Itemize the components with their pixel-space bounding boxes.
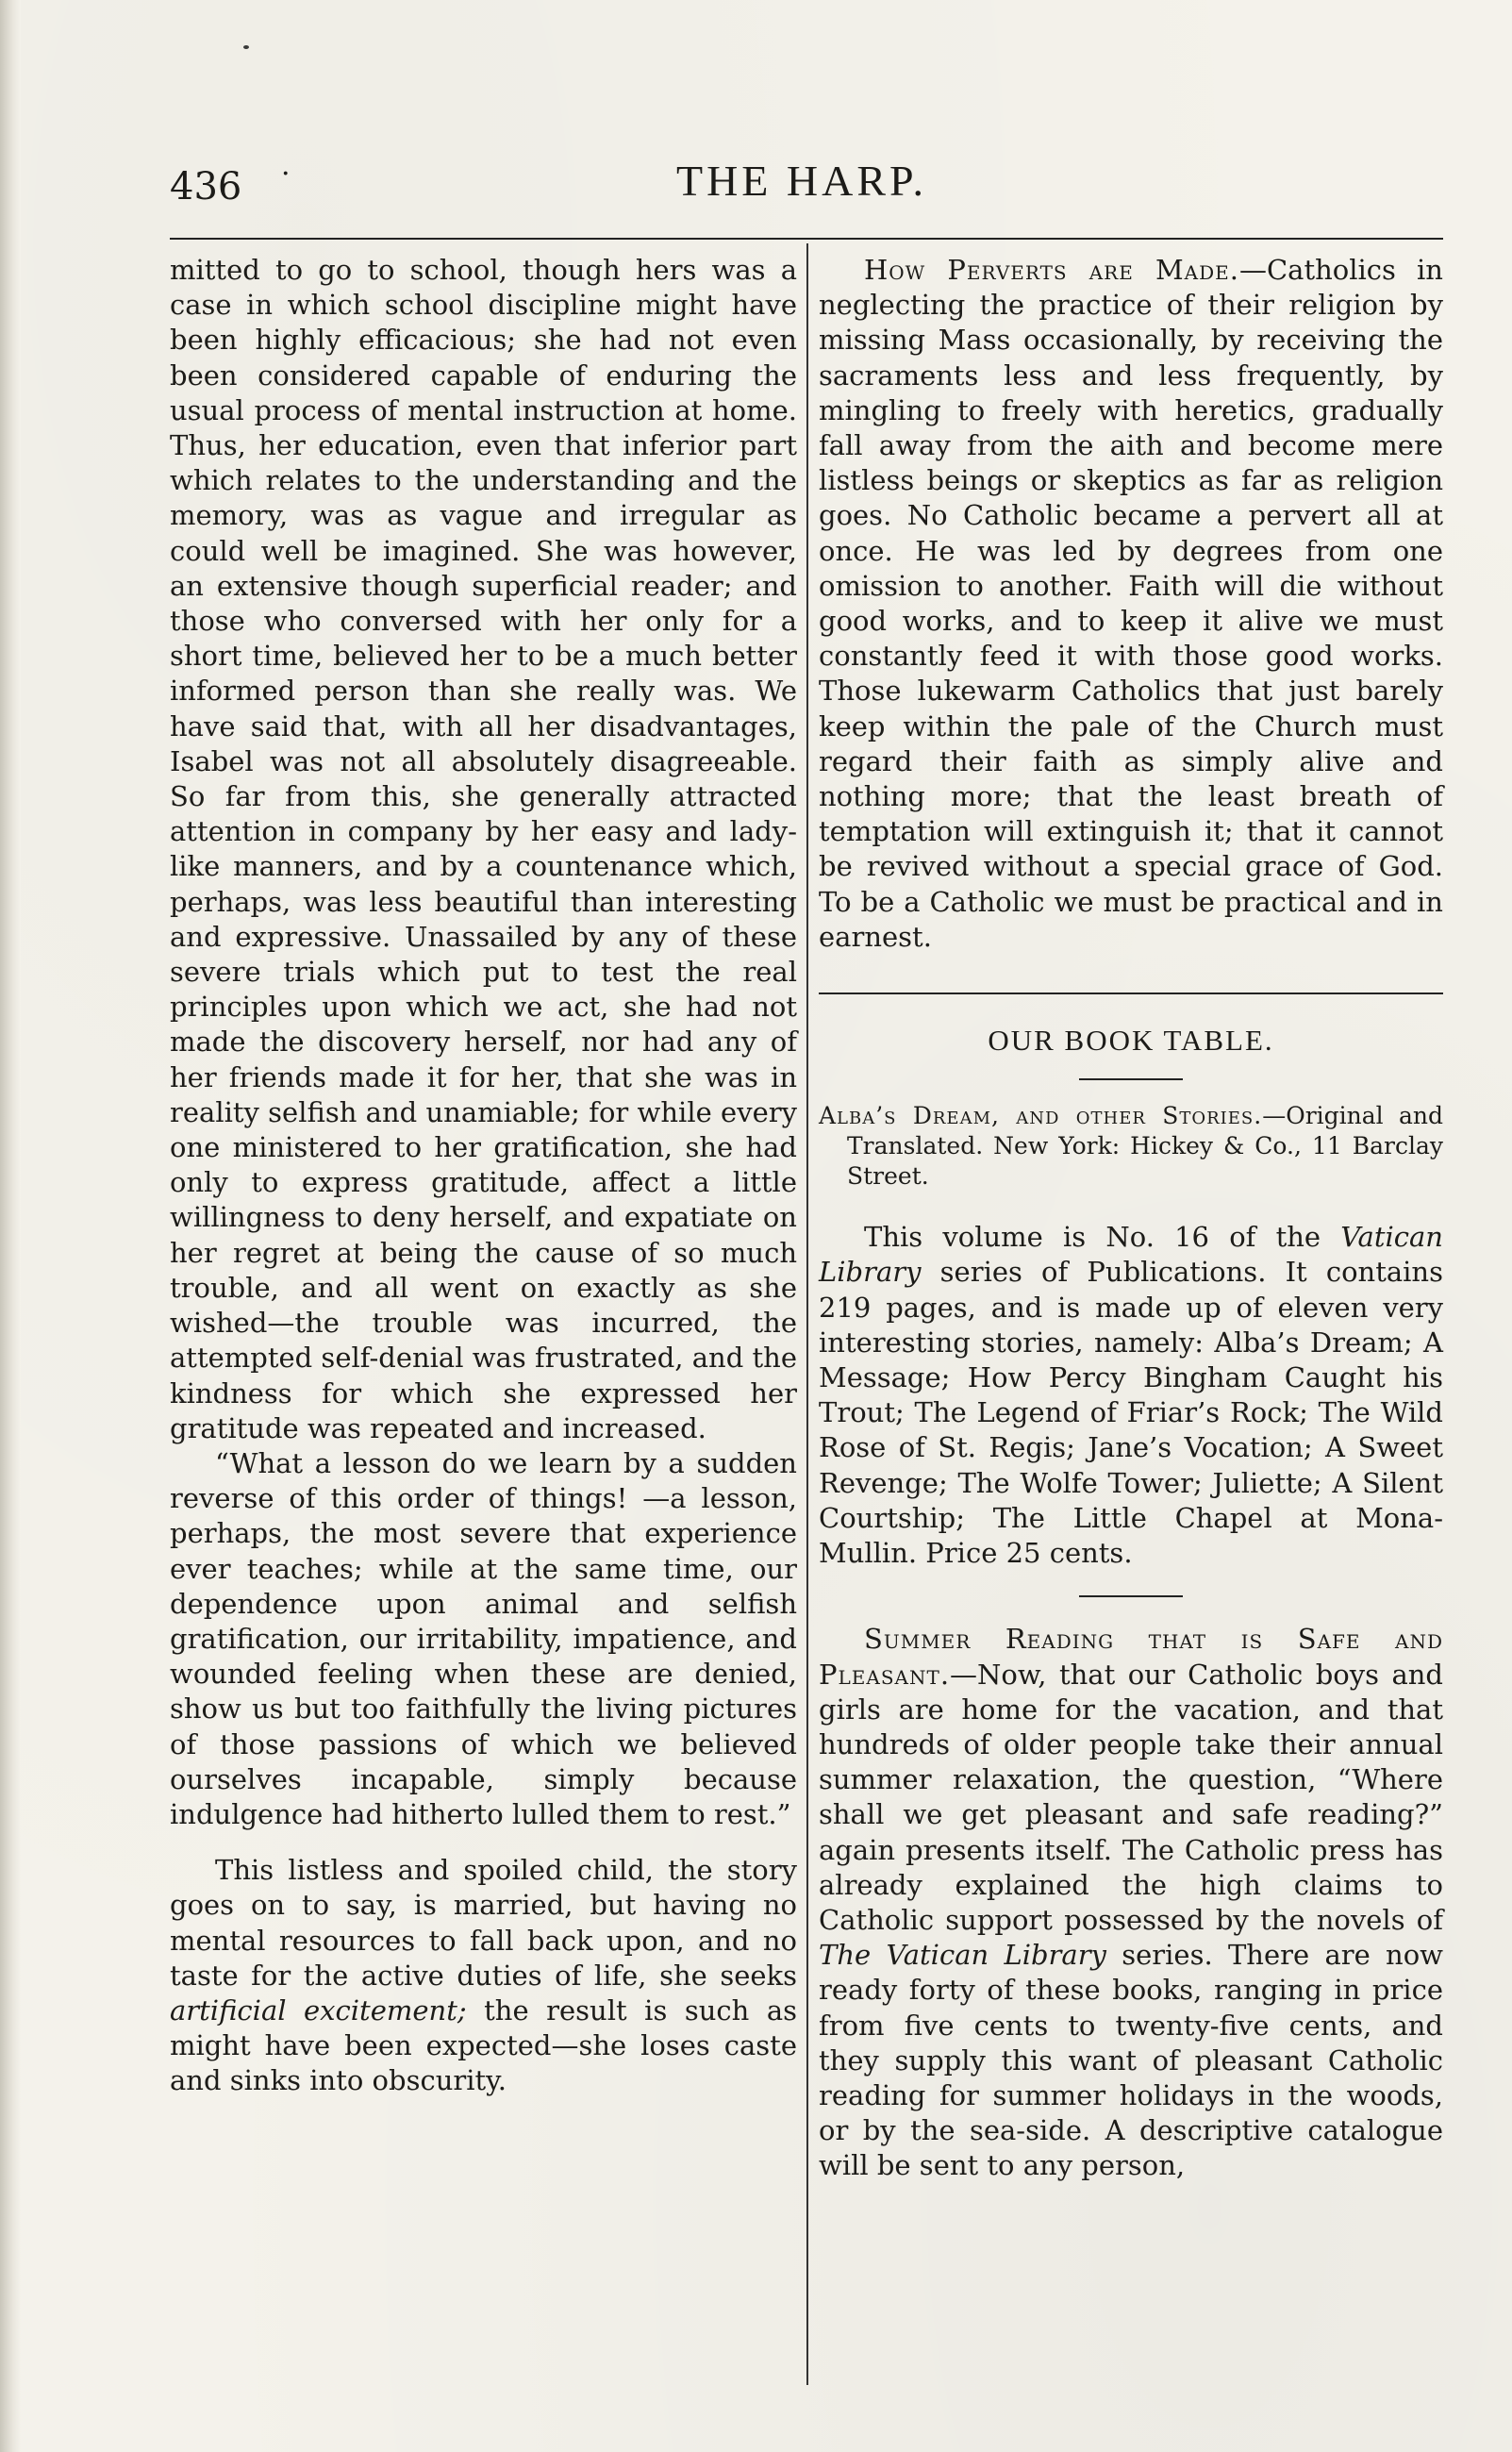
book-citation xyxy=(819,1101,1443,1192)
summer-short-rule xyxy=(1079,1595,1183,1597)
right-column xyxy=(819,253,1443,2184)
summer-reading-text-2: series. There are now ready forty of these books, ranging in price from five cents to twenty-five cents, and they supply this want of pleasant Catholic reading for summer holidays in the woods, or by the sea-side. A descriptive catalogue will be sent to any person, xyxy=(819,1939,1443,2182)
book-review-emphasis: Vatican Library xyxy=(819,1221,1443,1289)
perverts-heading: How Perverts are Made. xyxy=(864,254,1239,286)
summer-reading-paragraph xyxy=(819,1622,1443,2183)
book-citation-details: —Original and Translated. New York: Hickey & Co., 11 Barclay Street. xyxy=(847,1102,1443,1191)
header-dot: · xyxy=(281,158,291,191)
perverts-text: —Catholics in neglecting the practice of their religion by missing Mass occasionally, by receiving the sacraments less and less frequently, by mingling to freely with heretics, gradually fall away from the aith and become mere listless beings or skeptics as far as religion goes. No Catholic became a pervert all at once. He was led by degrees from one omission to another. Faith will die without good works, and to keep it alive we must constantly feed it with those good works. Those lukewarm Catholics that just barely keep within the pale of the Church must regard their faith as simply alive and nothing more; that the least breath of temptation will extinguish it; that it cannot be revived without a special grace of God. To be a Catholic we must be practical and in earnest. xyxy=(819,254,1443,953)
summer-reading-emphasis: The Vatican Library xyxy=(819,1939,1106,1972)
book-review-paragraph xyxy=(819,1220,1443,1571)
running-title: THE HARP. xyxy=(675,157,928,205)
left-paragraph-2-quote: “What a lesson do we learn by a sudden reverse of this order of things! —a lesson, perhaps, the most severe that experience ever teaches; while at the same time, our dependence upon animal and selfish gratification, our irritability, impatience, and wounded feeling when these are denied, show us but too faithfully the living pictures of those passions of which we believed ourselves incapable, simply because indulgence had hitherto lulled them to rest.” xyxy=(170,1446,797,1830)
perverts-paragraph xyxy=(819,253,1443,955)
book-table-short-rule xyxy=(1079,1078,1183,1080)
book-citation-title: Alba’s Dream, and other Stories. xyxy=(819,1102,1263,1130)
column-divider xyxy=(806,243,808,2385)
book-review-text-2: series of Publications. It contains 219 pages, and is made up of eleven very interesting stories, namely: Alba’s Dream; A Message; How Percy Bingham Caught his Trout; The Legend of Friar’s Rock; The Wild Rose of St. Regis; Jane’s Vocation; A Sweet Revenge; The Wolfe Tower; Juliette; A Silent Courtship; The Little Chapel at Mona-Mullin. Price 25 cents. xyxy=(819,1256,1443,1570)
ink-speck xyxy=(243,45,249,49)
summer-reading-heading: Summer Reading that is Safe and Pleasant. xyxy=(819,1623,1443,1691)
left-p3-text-after: the result is such as might have been expected—she loses caste and sinks into obscurity. xyxy=(170,1993,798,2097)
page-header xyxy=(170,156,1434,212)
book-review-text-1: This volume is No. 16 of the xyxy=(864,1221,1341,1254)
book-table-title: OUR BOOK TABLE. xyxy=(988,1024,1274,1058)
page-number: 436 xyxy=(170,165,242,209)
left-paragraph-1: mitted to go to school, though hers was a case in which school discipline might have been highly efficacious; she had not even been considered capable of enduring the usual process of mental instruction at home. Thus, her education, even that inferior part which relates to the understanding and the memory, was as vague and irregular as could well be imagined. She was however, an extensive though superficial reader; and those who conversed with her only for a short time, believed her to be a much better informed person than she really was. We have said that, with all her disadvantages, Isabel was not all absolutely disagreeable. So far from this, she generally attracted attention in company by her easy and lady-like manners, and by a countenance which, perhaps, was less beautiful than interesting and expressive. Unassailed by any of these severe trials which put to test the real principles upon which we act, she had not made the discovery herself, nor had any of her friends made it for her, that she was in reality selfish and unamiable; for while every one ministered to her gratification, she had only to express gratitude, affect a little willingness to deny herself, and expatiate on her regret at being the cause of so much trouble, and all went on exactly as she wished—the trouble was incurred, the attempted self-denial was frustrated, and the kindness for which she expressed her gratitude was repeated and increased. xyxy=(170,254,797,1444)
left-p3-text-before: This listless and spoiled child, the story goes on to say, is married, but having no mental resources to fall back upon, and no taste for the active duties of life, she seeks xyxy=(170,1854,797,1992)
left-paragraph-3 xyxy=(170,1853,797,2098)
summer-reading-text-1: —Now, that our Catholic boys and girls are home for the vacation, and that hundreds of older people take their annual summer relaxation, the question, “Where shall we get pleasant and safe reading?” again presents itself. The Catholic press has already explained the high claims to Catholic support possessed by the novels of xyxy=(819,1658,1443,1936)
header-rule xyxy=(170,238,1443,240)
left-p3-emphasis: artificial excitement; xyxy=(170,1993,467,2027)
binding-edge xyxy=(0,0,21,2452)
left-column xyxy=(170,253,797,2099)
section-rule xyxy=(819,992,1443,994)
